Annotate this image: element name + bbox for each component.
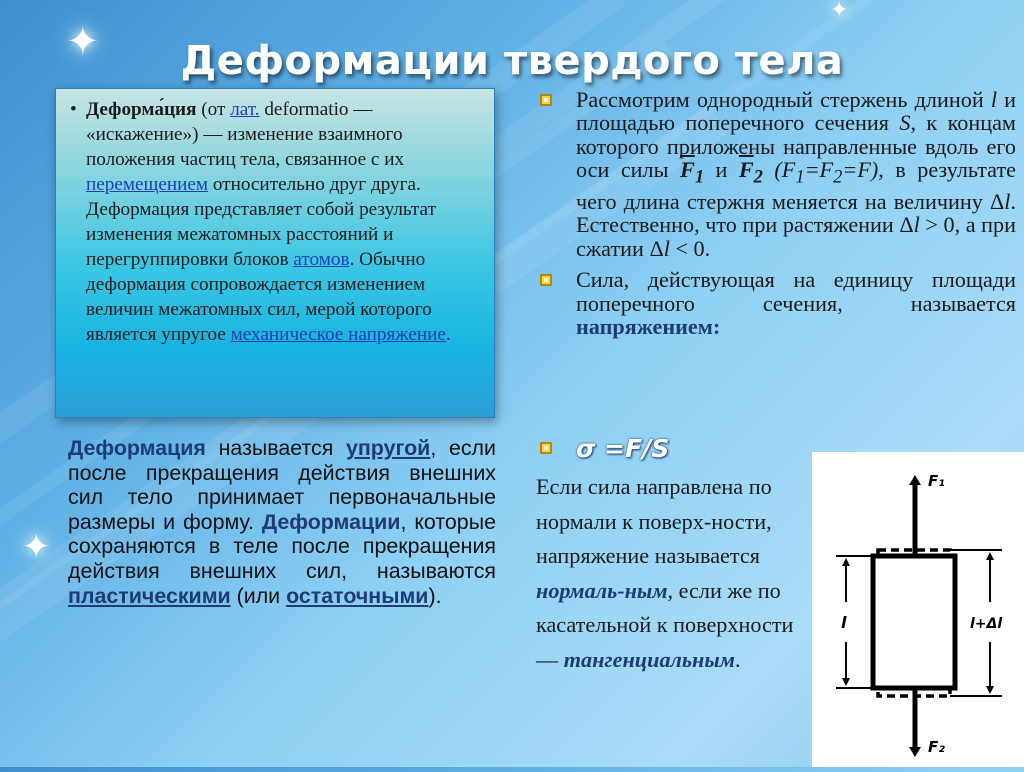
bullet-text: Сила, действующая на единицу площади поперечного сечения, называется — [576, 267, 1016, 316]
bullet-text: , в результате чего длина стержня меняется на величину Δ — [576, 157, 1016, 215]
equation-sub: 1 — [795, 167, 805, 188]
label-f1: F₁ — [928, 472, 945, 490]
paragraph-text: Если сила направлена по нормали к поверх-ности, напряжение называется — [536, 474, 772, 569]
symbol-l: l — [913, 212, 920, 238]
equation-sub: 2 — [833, 167, 843, 188]
definition-term: Деформа́ция — [86, 99, 197, 120]
term-tangential: тангенциальным — [563, 646, 735, 672]
bullet-text: и — [704, 157, 739, 183]
symbol-l: l — [990, 87, 998, 112]
rod-tension-diagram — [812, 452, 1024, 767]
bullet-rod-description — [538, 88, 1016, 260]
link-lat[interactable]: лат. — [230, 99, 260, 120]
link-moving[interactable]: перемещением — [86, 174, 209, 195]
link-mechanical-stress[interactable]: механическое напряжение — [230, 324, 446, 345]
vector-f2-sub: 2 — [753, 167, 763, 188]
paragraph-text: . — [734, 646, 741, 672]
paragraph-text: ). — [428, 583, 442, 608]
bullet-text: и площадью поперечного сечения — [576, 87, 1017, 136]
term-deformation: Деформация — [68, 436, 206, 460]
definition-text: deformatio — «искажение») — изменение взаимного положения частиц тела, связанное с их — [86, 99, 405, 170]
sparkle-icon: ✦ — [22, 527, 51, 567]
bullet-stress-definition — [538, 268, 1016, 338]
paragraph-text: , если после прекращения действия внешних сил тело принимает первоначальные размеры и форму. — [68, 436, 496, 534]
definition-text: относительно друг друга. Деформация представляет собой результат изменения межатомных расстояний и перегруппировки блоков — [86, 174, 436, 270]
rod-diagram-svg — [812, 452, 1024, 767]
square-bullet-icon — [540, 442, 552, 454]
formula-text: σ =F/S — [576, 434, 670, 463]
vector-f1: $\overline{F}$ — [680, 157, 695, 183]
square-bullet-icon — [540, 94, 552, 106]
label-f2: F₂ — [928, 738, 945, 756]
sparkle-icon: ✦ — [830, 0, 849, 23]
deformed-rod — [873, 556, 955, 688]
vector-f1-sub: 1 — [694, 167, 705, 188]
term-normal: нормаль-ным — [536, 577, 668, 603]
definition-text: . Обычно деформация сопровождается изменением величин межатомных сил, мерой которого является упругое — [86, 249, 432, 345]
right-bullet-list — [538, 88, 1016, 339]
paragraph-text: называется — [205, 436, 346, 460]
elastic-deformation-paragraph — [68, 436, 496, 608]
square-bullet-icon — [540, 274, 552, 286]
label-l: l — [841, 613, 847, 632]
bullet-dot-icon: • — [70, 99, 77, 120]
term-stress: напряжением: — [576, 314, 721, 340]
symbol-l: l — [1004, 189, 1011, 215]
bullet-text: , к концам которого приложены направленные вдоль его оси силы — [576, 110, 1016, 183]
stress-formula — [538, 434, 669, 463]
definition-text: . — [445, 324, 451, 345]
symbol-l: l — [663, 235, 670, 261]
definition-box — [55, 88, 495, 418]
paragraph-text: , которые сохраняются в теле после прекращения действия внешних сил, называются — [68, 509, 496, 583]
label-l-dl: l+Δl — [970, 616, 1003, 632]
equation-text: =F) — [842, 157, 879, 183]
equation-text: =F — [804, 157, 834, 183]
paragraph-text: (или — [230, 583, 287, 608]
bullet-text: Рассмотрим однородный стержень длиной — [576, 87, 991, 112]
bullet-text: > 0, а при сжатии Δ — [576, 212, 1016, 261]
symbol-s: S — [899, 110, 911, 136]
term-elastic: упругой — [345, 436, 431, 460]
normal-tangential-paragraph — [536, 470, 808, 678]
vector-f2: $\overline{F}$ — [738, 157, 754, 183]
term-residual: остаточными — [286, 583, 429, 608]
paragraph-text: , если же по касательной к поверхности — — [536, 577, 794, 672]
slide-title: Деформации твердого тела — [180, 38, 844, 84]
definition-text: (от — [196, 99, 231, 120]
sparkle-icon: ✦ — [66, 19, 100, 65]
equation-text: (F — [762, 157, 796, 183]
term-plastic: пластическими — [68, 583, 231, 608]
term-deformations: Деформации — [261, 509, 401, 534]
bullet-text: . Естественно, что при растяжении Δ — [576, 189, 1016, 238]
bullet-text: < 0. — [669, 235, 711, 261]
link-atoms[interactable]: атомов — [293, 249, 350, 270]
